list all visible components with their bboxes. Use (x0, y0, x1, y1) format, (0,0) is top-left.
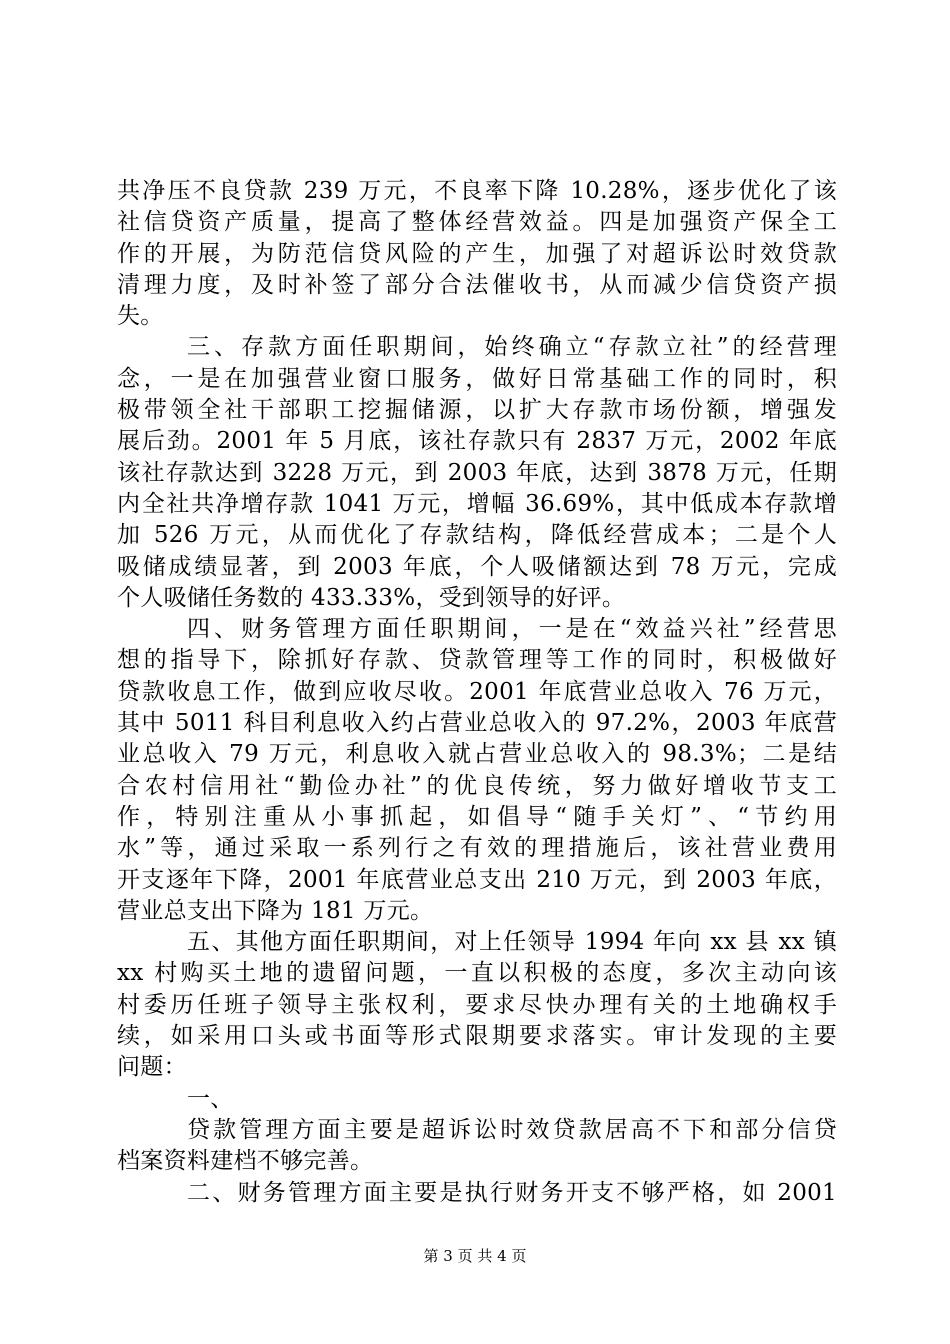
text-line: 极带领全社干部职工挖掘储源，以扩大存款市场份额，增强发 (117, 397, 837, 424)
text-line: 三、存款方面任职期间，始终确立“存款立社”的经营理 (187, 334, 837, 361)
text-line: 作的开展，为防范信贷风险的产生，加强了对超诉讼时效贷款 (117, 240, 837, 267)
text-line: 作，特别注重从小事抓起，如倡导“随手关灯”、“节约用 (117, 803, 837, 830)
text-line: 合农村信用社“勤俭办社”的优良传统，努力做好增收节支工 (117, 772, 837, 799)
text-line: 水”等，通过采取一系列行之有效的理措施后，该社营业费用 (117, 835, 837, 862)
text-line: xx 村购买土地的遗留问题，一直以积极的态度，多次主动向该 (117, 960, 837, 987)
text-line: 共净压不良贷款 239 万元，不良率下降 10.28%，逐步优化了该 (117, 178, 837, 204)
text-line: 失。 (117, 303, 164, 330)
text-line: 想的指导下，除抓好存款、贷款管理等工作的同时，积极做好 (117, 647, 837, 674)
text-line: 四、财务管理方面任职期间，一是在“效益兴社”经营思 (187, 616, 837, 643)
text-line: 贷款管理方面主要是超诉讼时效贷款居高不下和部分信贷 (187, 1116, 837, 1143)
text-line: 村委历任班子领导主张权利，要求尽快办理有关的土地确权手 (117, 991, 837, 1018)
text-line: 一、 (187, 1085, 234, 1112)
text-line: 加 526 万元，从而优化了存款结构，降低经营成本；二是个人 (117, 522, 837, 549)
text-line: 社信贷资产质量，提高了整体经营效益。四是加强资产保全工 (117, 209, 837, 236)
text-line: 贷款收息工作，做到应收尽收。2001 年底营业总收入 76 万元， (117, 678, 837, 705)
text-line: 续，如采用口头或书面等形式限期要求落实。审计发现的主要 (117, 1023, 837, 1050)
page-footer: 第 3 页 共 4 页 (423, 1247, 527, 1265)
text-line: 清理力度，及时补签了部分合法催收书，从而减少信贷资产损 (117, 271, 837, 298)
text-line: 五、其他方面任职期间，对上任领导 1994 年向 xx 县 xx 镇 (187, 929, 837, 956)
text-line: 营业总支出下降为 181 万元。 (117, 897, 434, 924)
text-line: 内全社共净增存款 1041 万元，增幅 36.69%，其中低成本存款增 (117, 490, 837, 517)
text-line: 业总收入 79 万元，利息收入就占营业总收入的 98.3%；二是结 (117, 741, 837, 768)
text-line: 展后劲。2001 年 5 月底，该社存款只有 2837 万元，2002 年底 (117, 428, 837, 455)
document-body (117, 176, 837, 1209)
text-line: 其中 5011 科目利息收入约占营业总收入的 97.2%，2003 年底营 (117, 710, 837, 737)
text-line: 档案资料建档不够完善。 (117, 1148, 374, 1175)
text-line: 开支逐年下降，2001 年底营业总支出 210 万元，到 2003 年底， (117, 866, 837, 893)
text-line: 个人吸储任务数的 433.33%，受到领导的好评。 (117, 584, 626, 611)
text-line: 吸储成绩显著，到 2003 年底，个人吸储额达到 78 万元，完成 (117, 553, 837, 580)
text-line: 问题： (117, 1054, 187, 1081)
text-line: 该社存款达到 3228 万元，到 2003 年底，达到 3878 万元，任期 (117, 459, 837, 486)
text-line: 二、财务管理方面主要是执行财务开支不够严格，如 2001 (187, 1179, 837, 1206)
text-line: 念，一是在加强营业窗口服务，做好日常基础工作的同时，积 (117, 365, 837, 392)
